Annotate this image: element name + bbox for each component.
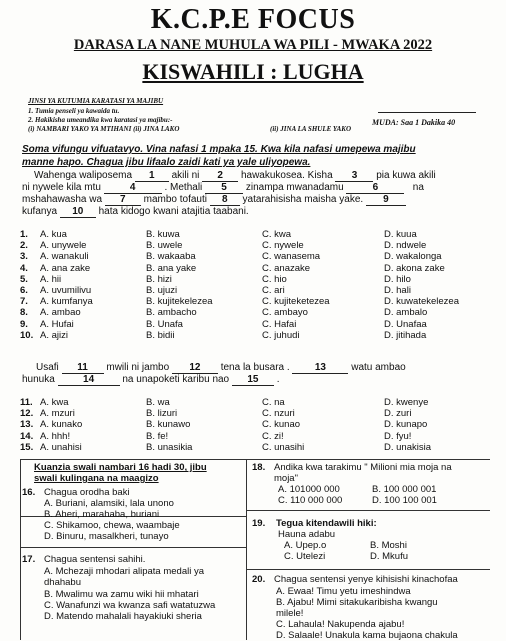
question-19: 19. Tegua kitendawili hiki: (252, 518, 377, 529)
option-a[interactable]: A. unywele (40, 240, 87, 252)
blank-1: 1 (135, 170, 169, 182)
option-b[interactable]: B. Unafa (146, 318, 183, 330)
blank-6: 6 (346, 182, 404, 194)
passage-text: Usafi (36, 362, 59, 373)
option[interactable]: B. Ajabu! Mimi sitakukaribisha kwangu (276, 597, 438, 608)
option-a[interactable]: A. kwa (40, 397, 69, 408)
question-17: 17. Chagua sentensi sahihi. (22, 554, 146, 565)
exam-subtitle: DARASA LA NANE MUHULA WA PILI - MWAKA 2022 (73, 37, 433, 53)
section-heading: Kuanzia swali nambari 16 hadi 30, jibu (34, 462, 207, 473)
option-b[interactable]: B. wa (146, 397, 170, 408)
option-b[interactable]: B. bidii (146, 329, 175, 341)
blank-10: 10 (60, 206, 96, 218)
question-number: 5. (20, 273, 28, 285)
option[interactable]: B. Moshi (370, 540, 407, 551)
option-c[interactable]: C. ambayo (262, 307, 308, 319)
passage-text: hata kidogo kwani atajitia taabani. (98, 206, 249, 217)
option-d[interactable]: D. hali (384, 285, 411, 296)
option-a[interactable]: A. kua (40, 229, 67, 240)
option-c[interactable]: C. anazake (262, 262, 311, 274)
question-number: 7. (20, 296, 28, 308)
option[interactable]: A. Upep.o (284, 540, 327, 551)
option-d[interactable]: D. ndwele (384, 240, 427, 252)
option[interactable]: D. Salaale! Unakula kama bujaona chakula (276, 630, 458, 641)
option[interactable]: C. Utelezi (284, 551, 326, 562)
option: dhahabu (44, 577, 81, 588)
question-number: 6. (20, 285, 28, 296)
blank-13: 13 (292, 362, 348, 374)
question-16: 16. Chagua orodha baki (22, 487, 130, 498)
option[interactable]: A. Buriani, alamsiki, lala unono (44, 498, 174, 509)
passage-text: mwili ni jambo (106, 362, 170, 373)
blank-9: 9 (366, 194, 406, 206)
option-d[interactable]: D. kwenye (384, 397, 429, 408)
instruction-item: 1. Tumia penseli ya kawaida tu. (28, 107, 120, 115)
question-20: 20. Chagua sentensi yenye kihisishi kinachofaa (252, 574, 458, 585)
option-c[interactable]: C. unasihi (262, 441, 305, 453)
question-text: Tegua kitendawili hiki: (276, 518, 377, 529)
passage-text: kufanya (22, 206, 58, 217)
option[interactable]: C. Lahaula! Nakupenda ajabu! (276, 619, 405, 630)
option-d[interactable]: D. akona zake (384, 262, 445, 274)
blank-8: 8 (210, 194, 240, 206)
option-b[interactable]: B. kuwa (146, 229, 180, 240)
divider (20, 547, 246, 548)
option-b[interactable]: B. kujitekelezea (146, 296, 213, 308)
option[interactable]: D. Mkufu (370, 551, 409, 562)
passage-text: na (412, 182, 424, 193)
option-d[interactable]: D. kuwatekelezea (384, 296, 459, 308)
passage-line (22, 374, 279, 386)
passage-text: watu ambao (351, 362, 406, 373)
passage-text: . Methali (164, 182, 203, 193)
question-text: Chagua orodha baki (44, 487, 130, 498)
option-b[interactable]: B. ujuzi (146, 285, 178, 296)
page-title: K.C.P.E FOCUS (150, 4, 356, 35)
blank-14: 14 (58, 374, 120, 386)
section-heading: swali kulingana na maagizo (34, 473, 159, 484)
divider (20, 459, 490, 460)
option-b[interactable]: B. kunawo (146, 419, 191, 431)
option-b[interactable]: B. ambacho (146, 307, 197, 319)
option[interactable]: C. Wanafunzi wa kwanza safi watatuzwa (44, 600, 216, 611)
question-number: 10. (20, 329, 34, 341)
passage-text: yatarahisisha maisha yake. (242, 194, 364, 205)
passage-text: pia kuwa akili (376, 170, 436, 181)
option-a[interactable]: A. wanakuli (40, 251, 89, 263)
option-d[interactable]: D. unakisia (384, 441, 431, 453)
option-d[interactable]: D. kunapo (384, 419, 428, 431)
option-b[interactable]: B. unasikia (146, 441, 193, 453)
blank-7: 7 (105, 194, 141, 206)
option-c[interactable]: C. ari (262, 285, 285, 296)
passage-line (22, 182, 424, 194)
question-text: Chagua sentensi sahihi. (44, 554, 146, 565)
option-c[interactable]: C. kwa (262, 229, 292, 240)
option-c[interactable]: C. zi! (262, 430, 284, 442)
blank-15: 15 (232, 374, 274, 386)
divider (378, 112, 476, 113)
passage-line (22, 206, 249, 218)
passage-text: . (276, 374, 280, 385)
section-instruction: Soma vifungu vifuatavyo. Vina nafasi 1 mpaka 15. Kwa kila nafasi umepewa majibu (22, 144, 416, 155)
passage-line (22, 194, 406, 206)
blank-5: 5 (205, 182, 243, 194)
instruction-school-name: (ii) JINA LA SHULE YAKO (270, 125, 352, 133)
question-18: 18. Andika kwa tarakimu " Milioni mia moja na (252, 462, 452, 473)
option-b[interactable]: B. lizuri (146, 408, 178, 420)
option-c[interactable]: C. wanasema (262, 251, 321, 263)
option[interactable]: B. Mwalimu wa zamu wiki hii mhatari (44, 589, 199, 600)
option[interactable]: D. 100 100 001 (372, 495, 437, 506)
exam-duration: MUDA: Saa 1 Dakika 40 (372, 118, 456, 127)
divider (246, 510, 490, 511)
question-number: 14. (20, 430, 34, 442)
option-d[interactable]: D. fyu! (384, 430, 412, 442)
option-a[interactable]: A. ana zake (40, 262, 91, 274)
option-a[interactable]: A. uvumilivu (40, 285, 92, 296)
option[interactable]: B. 100 000 001 (372, 484, 437, 495)
option-b[interactable]: B. hizi (146, 273, 172, 285)
question-text: Andika kwa tarakimu " Milioni mia moja na (274, 462, 452, 473)
question-number: 1. (20, 229, 28, 240)
question-number: 12. (20, 408, 34, 420)
question-number: 11. (20, 397, 33, 408)
passage-line (36, 362, 406, 374)
instructions-heading: JINSI YA KUTUMIA KARATASI YA MAJIBU (28, 97, 164, 105)
option[interactable]: A. Mchezaji mhodari alipata medali ya (44, 566, 204, 577)
option-d[interactable]: D. zuri (384, 408, 412, 420)
divider (246, 569, 490, 570)
option-d[interactable]: D. wakalonga (384, 251, 442, 263)
option-a[interactable]: A. Hufai (40, 318, 74, 330)
question-number: 2. (20, 240, 28, 252)
option[interactable]: D. Binuru, masalkheri, tunayo (44, 531, 169, 542)
passage-text: mambo tofauti (143, 194, 207, 205)
passage-text: hawakukosea. Kisha (240, 170, 333, 181)
section-instruction: manne hapo. Chagua jibu lifaalo zaidi kati ya yale uliyopewa. (22, 157, 311, 168)
question-number: 4. (20, 262, 28, 274)
option-b[interactable]: B. wakaaba (146, 251, 196, 263)
riddle-prompt: Hauna adabu (278, 529, 336, 540)
frame-middle (246, 459, 247, 640)
option-a[interactable]: A. kunako (40, 419, 83, 431)
option-c[interactable]: C. nzuri (262, 408, 295, 420)
option-c[interactable]: C. juhudi (262, 329, 300, 341)
option: milele! (276, 608, 304, 619)
blank-11: 11 (62, 362, 104, 374)
subject-heading: KISWAHILI : LUGHA (142, 59, 364, 84)
option-b[interactable]: B. ana yake (146, 262, 197, 274)
option-a[interactable]: A. kumfanya (40, 296, 93, 308)
option-a[interactable]: A. mzuri (40, 408, 75, 420)
option-d[interactable]: D. hilo (384, 273, 411, 285)
passage-text: hunuka (22, 374, 55, 385)
option[interactable]: A. 101000 000 (278, 484, 340, 495)
option-c[interactable]: C. kunao (262, 419, 301, 431)
option-d[interactable]: D. jitihada (384, 329, 427, 341)
option-c[interactable]: C. na (262, 397, 285, 408)
question-number: 13. (20, 419, 34, 431)
frame-left (20, 459, 21, 640)
option-b[interactable]: B. fe! (146, 430, 169, 442)
question-text: Chagua sentensi yenye kihisishi kinachofaa (274, 574, 458, 585)
option-d[interactable]: D. Unafaa (384, 318, 427, 330)
passage-text: tena la busara . (220, 362, 290, 373)
instruction-item: (i) NAMBARI YAKO YA MTIHANI (ii) JINA LAKO (28, 125, 180, 133)
passage-text: akili ni (171, 170, 200, 181)
passage-text: zinampa mwanadamu (245, 182, 344, 193)
option-a[interactable]: A. hii (40, 273, 62, 285)
passage-text: mshahawasha wa (22, 194, 103, 205)
question-number: 15. (20, 441, 34, 453)
option-a[interactable]: A. ambao (40, 307, 81, 319)
passage-text: Wahenga waliposema (34, 170, 133, 181)
option-c[interactable]: C. hio (262, 273, 287, 285)
option-c[interactable]: C. Hafai (262, 318, 297, 330)
blank-2: 2 (202, 170, 238, 182)
option-a[interactable]: A. hhh! (40, 430, 71, 442)
option-d[interactable]: D. ambalo (384, 307, 428, 319)
blank-12: 12 (172, 362, 218, 374)
option-d[interactable]: D. kuua (384, 229, 417, 240)
option[interactable]: B. Aheri, marahaba, buriani (44, 509, 160, 520)
option[interactable]: D. Matendo mahalali hayakiuki sheria (44, 611, 202, 622)
option-b[interactable]: B. uwele (146, 240, 183, 252)
option[interactable]: A. Ewaa! Timu yetu imeshindwa (276, 586, 411, 597)
question-number: 8. (20, 307, 28, 319)
option-a[interactable]: A. unahisi (40, 441, 82, 453)
blank-3: 3 (335, 170, 373, 182)
question-number: 3. (20, 251, 28, 263)
passage-line (34, 170, 436, 182)
option-c[interactable]: C. kujiteketezea (262, 296, 330, 308)
option-a[interactable]: A. ajizi (40, 329, 68, 341)
question-text: moja" (274, 473, 298, 484)
option-c[interactable]: C. nywele (262, 240, 304, 252)
passage-text: na unapoketi karibu nao (122, 374, 230, 385)
question-number: 9. (20, 318, 28, 330)
option[interactable]: C. Shikamoo, chewa, waambaje (44, 520, 180, 531)
passage-text: ni nywele kila mtu (22, 182, 101, 193)
instruction-item: 2. Hakikisha umeandika kwa karatasi ya majibu:- (28, 116, 173, 124)
option[interactable]: C. 110 000 000 (278, 495, 343, 506)
blank-4: 4 (104, 182, 162, 194)
